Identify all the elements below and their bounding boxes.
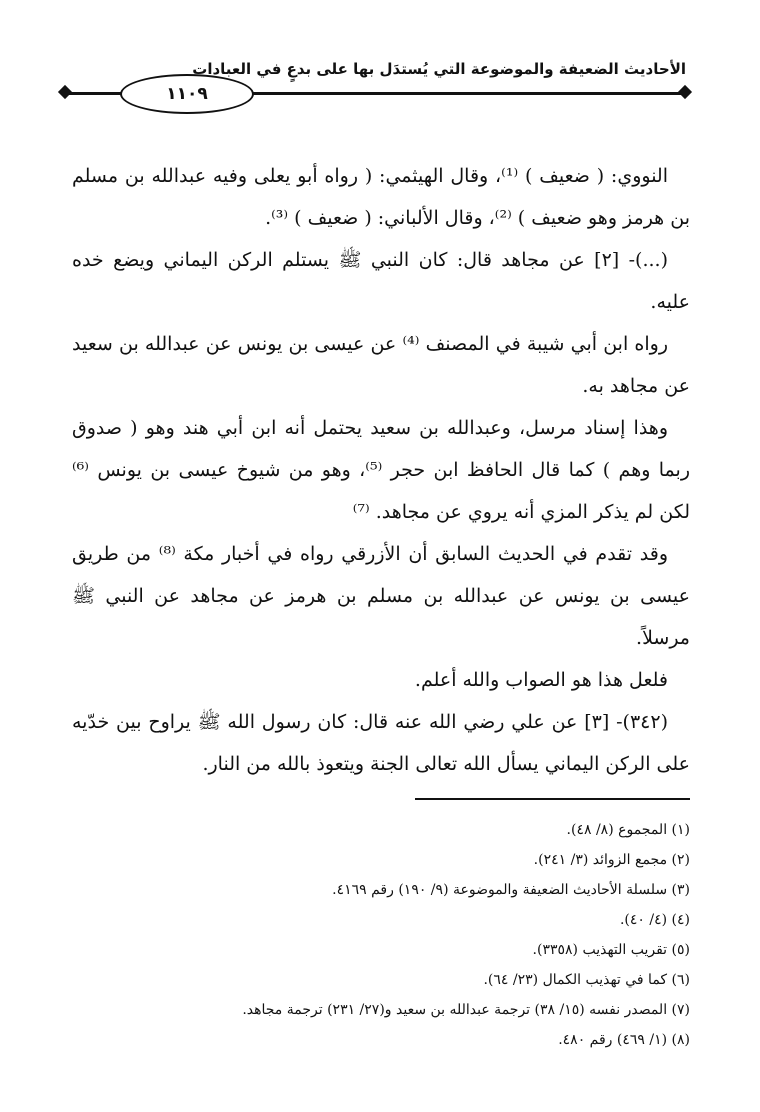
paragraph-7: (٣٤٢)- [٣] عن علي رضي الله عنه قال: كان رسول الله ﷺ يراوح بين خدّيه على الركن اليماني يسأل الله تعالى الجنة ويتعوذ بالله من النار. xyxy=(72,711,690,775)
page-number: ١١٠٩ xyxy=(120,74,254,114)
footnotes xyxy=(72,815,690,1055)
footnote-4: (٤) (٤/ ٤٠). xyxy=(619,912,690,928)
paragraph-2: (...)- [٢] عن مجاهد قال: كان النبي ﷺ يستلم الركن اليماني ويضع خده عليه. xyxy=(72,249,690,313)
paragraph-5: وقد تقدم في الحديث السابق أن الأزرقي رواه في أخبار مكة ⁽⁸⁾ من طريق عيسى بن يونس عن عبدالله بن مسلم بن هرمز عن مجاهد عن النبي ﷺ مرسلاً. xyxy=(72,543,690,649)
paragraph-1: النووي: ( ضعيف ) ⁽¹⁾، وقال الهيثمي: ( رواه أبو يعلى وفيه عبدالله بن مسلم بن هرمز وهو ضعيف ) ⁽²⁾، وقال الألباني: ( ضعيف ) ⁽³⁾. xyxy=(72,165,690,229)
page-header xyxy=(60,52,690,112)
paragraph-3: رواه ابن أبي شيبة في المصنف ⁽⁴⁾ عن عيسى بن يونس عن عبدالله بن سعيد عن مجاهد به. xyxy=(72,333,690,397)
footnote-list xyxy=(72,815,690,1055)
footnote-7: (٧) المصدر نفسه (١٥/ ٣٨) ترجمة عبدالله بن سعيد و(٢٧/ ٢٣١) ترجمة مجاهد. xyxy=(242,1002,690,1018)
footnote-5: (٥) تقريب التهذيب (٣٣٥٨). xyxy=(532,942,690,958)
footnote-3: (٣) سلسلة الأحاديث الضعيفة والموضوعة (٩/ ١٩٠) رقم ٤١٦٩. xyxy=(332,882,690,898)
main-text xyxy=(72,155,690,785)
footnote-2: (٢) مجمع الزوائد (٣/ ٢٤١). xyxy=(533,852,690,868)
paragraph-4: وهذا إسناد مرسل، وعبدالله بن سعيد يحتمل أنه ابن أبي هند وهو ( صدوق ربما وهم ) كما قال الحافظ ابن حجر ⁽⁵⁾، وهو من شيوخ عيسى بن يونس ⁽⁶⁾ لكن لم يذكر المزي أنه يروي عن مجاهد. ⁽⁷⁾ xyxy=(72,417,690,523)
footnote-6: (٦) كما في تهذيب الكمال (٢٣/ ٦٤). xyxy=(483,972,690,988)
paragraph-6: فلعل هذا هو الصواب والله أعلم. xyxy=(414,669,668,691)
footnote-1: (١) المجموع (٨/ ٤٨). xyxy=(566,822,690,838)
running-title: الأحاديث الضعيفة والموضوعة التي يُستدَل بها على بدعٍ في العبادات xyxy=(192,60,686,78)
header-ornament-right xyxy=(678,85,692,99)
footnote-8: (٨) (١/ ٤٦٩) رقم ٤٨٠. xyxy=(558,1032,690,1048)
footnote-separator xyxy=(415,798,690,800)
header-ornament-left xyxy=(58,85,72,99)
